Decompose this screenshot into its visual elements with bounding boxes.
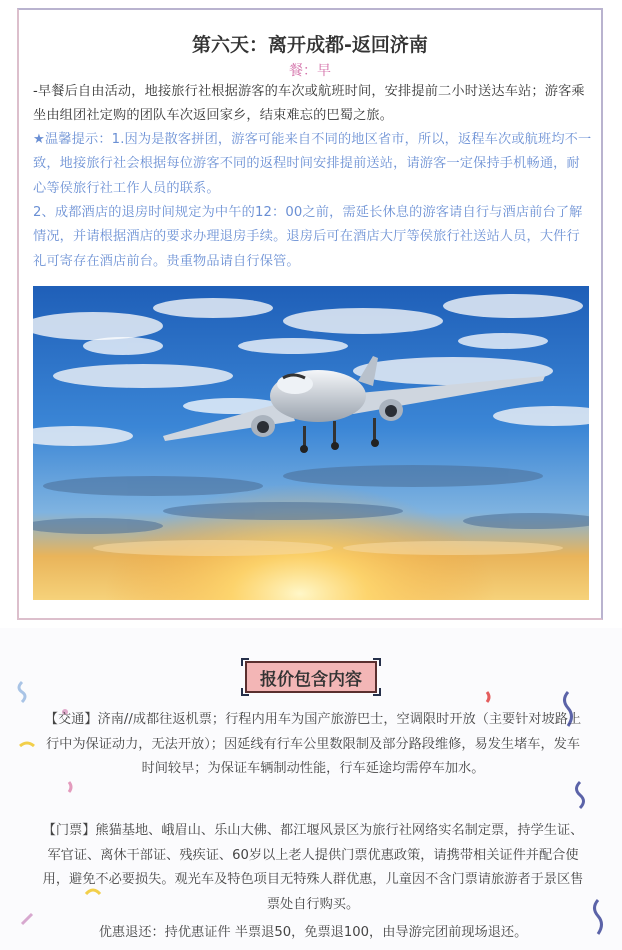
airplane-photo <box>33 286 589 600</box>
refund-info: 优惠退还：持优惠证件 半票退50，免票退100，由导游完团前现场退还。 <box>98 925 528 940</box>
confetti-icon <box>14 680 30 704</box>
day-card <box>17 8 603 620</box>
price-section-title-text: 报价包含内容 <box>245 661 377 693</box>
warm-tip-2: 2、成都酒店的退房时间规定为中午的12：00之前，需延长休息的游客请自行与酒店前台了解情况，并请根据酒店的要求办理退房手续。退房后可在酒店大厅等侯旅行社送站人员，大件行礼可寄存在酒店前台。贵重物品请自行保管。 <box>33 205 583 269</box>
meal-label: 餐：早 <box>289 63 331 79</box>
day-title: 第六天：离开成都-返回济南 <box>192 34 428 56</box>
transport-info: 【交通】济南//成都往返机票；行程内用车为国产旅游巴士，空调限时开放（主要针对坡路上行中为保证动力，无法开放）；因延线有行车公里数限制及部分路段维修，易发生堵车，发车时间较早；为保证车辆制动性能，行车延途均需停车加水。 <box>44 712 582 776</box>
confetti-icon <box>590 898 606 938</box>
confetti-icon <box>20 912 34 926</box>
warm-tip-1: ★温馨提示：1.因为是散客拼团，游客可能来自不同的地区省市，所以，返程车次或航班均不一致，地接旅行社会根据每位游客不同的返程时间安排提前送站，请游客一定保持手机畅通，耐心等侯旅行社工作人员的联系。 <box>33 132 592 196</box>
confetti-icon <box>484 690 494 704</box>
day-description: -早餐后自由活动，地接旅行社根据游客的车次或航班时间，安排提前二小时送达车站；游客乘坐由组团社定购的团队车次返回家乡，结束难忘的巴蜀之旅。 <box>33 84 585 124</box>
price-section-title <box>241 658 381 696</box>
confetti-icon <box>66 780 76 794</box>
tickets-info: 【门票】熊猫基地、峨眉山、乐山大佛、都江堰风景区为旅行社网络实名制定票，持学生证、军官证、离休干部证、残疾证、60岁以上老人提供门票优惠政策，请携带相关证件并配合使用，避免不必要损失。观光车及特色项目无特殊人群优惠，儿童因不含门票请旅游者于景区售票处自行购买。 <box>42 823 584 912</box>
confetti-icon <box>18 740 36 748</box>
confetti-icon <box>572 780 588 810</box>
